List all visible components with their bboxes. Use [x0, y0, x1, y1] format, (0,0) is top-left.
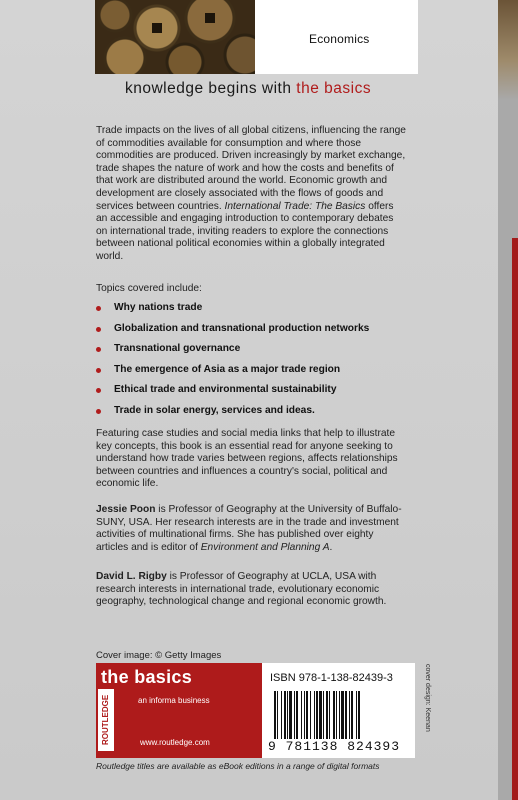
barcode-bar: [336, 691, 337, 739]
author-bio-poon: [96, 504, 406, 554]
topic-label: Globalization and transnational production networks: [114, 322, 370, 334]
barcode-digits: 9 781138 824393: [268, 739, 401, 754]
barcode-bar: [323, 691, 324, 739]
barcode-bar: [306, 691, 308, 739]
series-label: Economics: [309, 32, 370, 46]
author-bio-end: .: [329, 541, 333, 553]
author-name: David L. Rigby: [96, 571, 167, 582]
barcode-bar: [329, 691, 330, 739]
bullet-icon: [96, 388, 101, 393]
routledge-logo-icon: ROUTLEDGE: [98, 689, 114, 751]
bullet-icon: [96, 327, 101, 332]
coin-hole-decoration: [152, 23, 162, 33]
list-item: [96, 302, 416, 323]
series-label-box: [255, 0, 418, 74]
publisher-tagline: an informa business: [138, 696, 210, 705]
bullet-icon: [96, 409, 101, 414]
journal-title: Environment and Planning A: [200, 541, 330, 553]
barcode-bar: [351, 691, 353, 739]
barcode-bar: [339, 691, 340, 739]
barcode-bar: [289, 691, 292, 739]
cover-image-credit: Cover image: © Getty Images: [96, 650, 222, 661]
list-item: [96, 343, 416, 364]
barcode-bar: [287, 691, 288, 739]
barcode-bar: [310, 691, 311, 739]
barcode-bar: [274, 691, 276, 739]
topic-label: The emergence of Asia as a major trade region: [114, 363, 341, 375]
topic-label: Why nations trade: [114, 302, 203, 313]
list-item: [96, 405, 416, 426]
barcode-bar: [356, 691, 357, 739]
list-item: [96, 323, 416, 344]
series-brand-box: [96, 663, 262, 758]
topics-list: [96, 302, 416, 425]
book-title-inline: International Trade: The Basics: [224, 200, 366, 212]
author-bio-text: is Professor of Geography at UCLA, USA with research interests in international trade, evolutionary economic geography, technological change and regional economic growth.: [96, 571, 387, 608]
barcode-bar: [281, 691, 282, 739]
topic-label: Trade in solar energy, services and ideas.: [114, 404, 315, 416]
tagline-prefix: knowledge begins with: [125, 80, 297, 97]
isbn-number: ISBN 978-1-138-82439-3: [270, 672, 393, 684]
bullet-icon: [96, 347, 101, 352]
series-tagline: [125, 80, 371, 98]
ebook-availability-note: Routledge titles are available as eBook editions in a range of digital formats: [96, 761, 380, 771]
author-name: Jessie Poon: [96, 504, 156, 515]
publisher-url: www.routledge.com: [140, 738, 210, 747]
barcode-bar: [314, 691, 315, 739]
topic-label: Transnational governance: [114, 343, 241, 354]
barcode-bar: [294, 691, 295, 739]
coins-cover-image: [95, 0, 255, 74]
list-item: [96, 384, 416, 405]
barcode-bar: [316, 691, 318, 739]
barcode-bar: [349, 691, 350, 739]
description-intro: [96, 125, 406, 264]
list-item: [96, 364, 416, 385]
barcode-bar: [319, 691, 322, 739]
series-brand-title: the basics: [101, 667, 193, 687]
cover-spine-edge: [498, 0, 518, 800]
description-closing: Featuring case studies and social media links that help to illustrate key concepts, this book is an essential read for anyone seeking to understand how trade varies between regions, affects relationships between countries and influences a country's social, political and economic life.: [96, 428, 398, 490]
coin-hole-decoration: [205, 13, 215, 23]
barcode-icon: [272, 691, 406, 739]
cover-design-credit: cover design: Keenan: [424, 664, 431, 732]
barcode-bar: [358, 691, 360, 739]
spine-image-edge: [498, 0, 518, 100]
topic-label: Ethical trade and environmental sustainability: [114, 384, 337, 395]
barcode-bar: [326, 691, 328, 739]
author-bio-rigby: [96, 571, 406, 609]
barcode-bar: [333, 691, 335, 739]
barcode-bar: [341, 691, 344, 739]
topics-heading: Topics covered include:: [96, 283, 202, 294]
intro-text-part2: offers an accessible and engaging introduction to contemporary debates on international trade, inviting readers to explore the connections between national political economies within a globally integrated world.: [96, 200, 394, 262]
barcode-bar: [296, 691, 298, 739]
bullet-icon: [96, 306, 101, 311]
barcode-bar: [284, 691, 286, 739]
bullet-icon: [96, 368, 101, 373]
barcode-bar: [301, 691, 302, 739]
barcode-bar: [304, 691, 305, 739]
author-bio-text: is Professor of Geography at the University of Buffalo-SUNY, USA. Her research interests are in the trade and investment activities of multinational firms. She has published over eighty articles and is editor of: [96, 504, 402, 553]
spine-red-stripe: [512, 238, 518, 800]
tagline-highlight: the basics: [296, 80, 372, 97]
barcode-bar: [345, 691, 347, 739]
isbn-barcode-box: [262, 663, 415, 758]
barcode-bar: [277, 691, 278, 739]
intro-text-part1: Trade impacts on the lives of all global citizens, influencing the range of commodities available for consumption and where those commodities are produced. Driven increasingly by market exchange, trade shapes the nature of work and how the costs and benefits of that work are distributed around the world. Economic growth and development are closely associated with the flows of goods and services between countries.: [96, 125, 406, 212]
